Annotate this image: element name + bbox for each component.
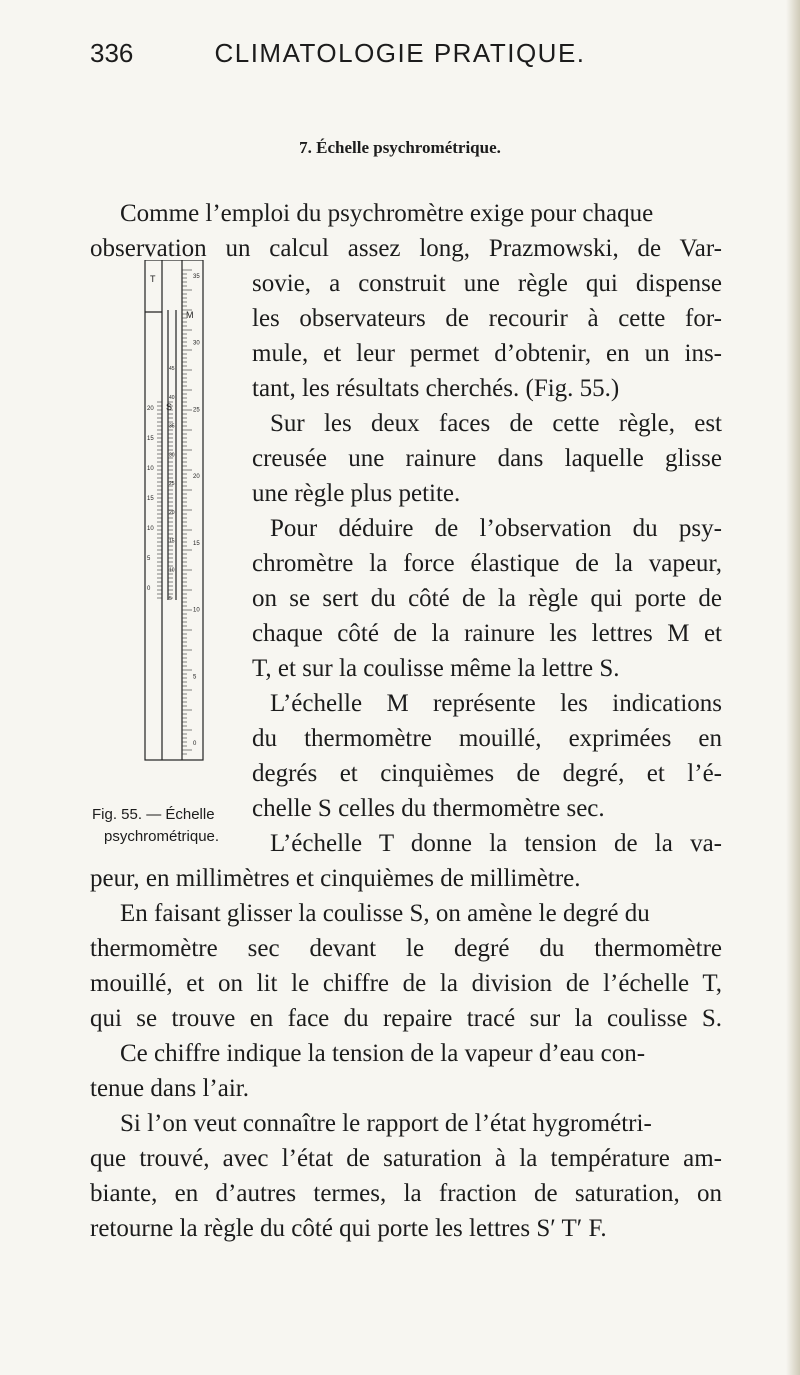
text-line: mouillé, et on lit le chiffre de la division de l’échelle T, (90, 970, 722, 997)
text-line: tenue dans l’air. (90, 1075, 249, 1102)
scale-number: 10 (169, 567, 175, 574)
text-line: que trouvé, avec l’état de saturation à la température am- (90, 1145, 722, 1172)
scale-number: 30 (193, 340, 200, 347)
scale-number: 15 (169, 538, 175, 545)
text-line: une règle plus petite. (252, 480, 461, 507)
scale-number: 30 (169, 452, 175, 459)
scale-number: 10 (147, 466, 154, 472)
text-line: les observateurs de recourir à cette for- (252, 305, 722, 332)
scale-letter-s: S (166, 402, 173, 412)
text-line: mule, et leur permet d’obtenir, en un ins- (252, 340, 722, 367)
scale-number: 20 (169, 509, 175, 516)
scale-number: 35 (193, 274, 200, 280)
text-line: Ce chiffre indique la tension de la vapeur d’eau con- (120, 1040, 646, 1067)
text-line: observation un calcul assez long, Prazmowski, de Var- (90, 235, 722, 262)
text-line: chaque côté de la rainure les lettres M et (252, 620, 722, 647)
psychrometric-scale-figure (120, 260, 220, 765)
scale-number: 5 (147, 556, 151, 562)
running-header (0, 38, 800, 78)
scale-number: 20 (147, 406, 154, 412)
scale-number: 25 (169, 481, 175, 487)
scale-number: 5 (193, 674, 197, 681)
scale-number: 5 (169, 596, 172, 602)
scale-number: 0 (147, 586, 151, 592)
text-line: degrés et cinquièmes de degré, et l’é- (252, 760, 722, 787)
section-heading: 7. Échelle psychrométrique. (299, 138, 501, 157)
text-line: qui se trouve en face du repaire tracé sur la coulisse S. (90, 1005, 722, 1032)
scale-number: 20 (193, 474, 200, 481)
text-line: chelle S celles du thermomètre sec. (252, 795, 605, 822)
text-line: En faisant glisser la coulisse S, on amène le degré du (120, 900, 650, 927)
scale-letter-t: T (150, 274, 156, 284)
text-line: Pour déduire de l’observation du psy- (270, 515, 722, 542)
figure-caption-line-1: Fig. 55. — Échelle (92, 806, 215, 823)
page-edge-shadow (786, 0, 800, 1375)
running-title: CLIMATOLOGIE PRATIQUE. (214, 38, 586, 68)
text-line: biante, en d’autres termes, la fraction de saturation, on (90, 1180, 722, 1207)
scale-number: 15 (147, 496, 154, 502)
scale-number: 45 (169, 366, 175, 372)
text-line: du thermomètre mouillé, exprimées en (252, 725, 722, 752)
text-line: Si l’on veut connaître le rapport de l’état hygrométri- (120, 1110, 652, 1137)
text-line: on se sert du côté de la règle qui porte de (252, 585, 722, 612)
text-line: Comme l’emploi du psychromètre exige pour chaque (120, 200, 654, 227)
text-line: creusée une rainure dans laquelle glisse (252, 445, 722, 472)
scale-number: 35 (169, 423, 175, 430)
text-line: L’échelle M représente les indications (270, 690, 722, 717)
scale-number: 10 (193, 607, 200, 614)
text-line: L’échelle T donne la tension de la va- (270, 830, 722, 857)
text-line: chromètre la force élastique de la vapeur, (252, 550, 722, 577)
figure-caption-line-2: psychrométrique. (104, 828, 220, 845)
scale-letter-m: M (186, 310, 194, 320)
text-line: sovie, a construit une règle qui dispense (252, 270, 722, 297)
scale-number: 25 (193, 407, 200, 414)
scale-number: 15 (193, 540, 200, 547)
text-line: peur, en millimètres et cinquièmes de millimètre. (90, 865, 581, 892)
text-line: T, et sur la coulisse même la lettre S. (252, 655, 620, 682)
scale-number: 10 (147, 526, 154, 532)
text-line: thermomètre sec devant le degré du thermomètre (90, 935, 722, 962)
scale-number: 0 (193, 741, 197, 747)
page-number: 336 (90, 38, 134, 68)
scale-number: 40 (169, 394, 175, 401)
text-line: tant, les résultats cherchés. (Fig. 55.) (252, 375, 620, 402)
scale-number: 15 (147, 436, 154, 442)
text-line: Sur les deux faces de cette règle, est (270, 410, 722, 437)
text-line: retourne la règle du côté qui porte les lettres S′ T′ F. (90, 1215, 607, 1242)
